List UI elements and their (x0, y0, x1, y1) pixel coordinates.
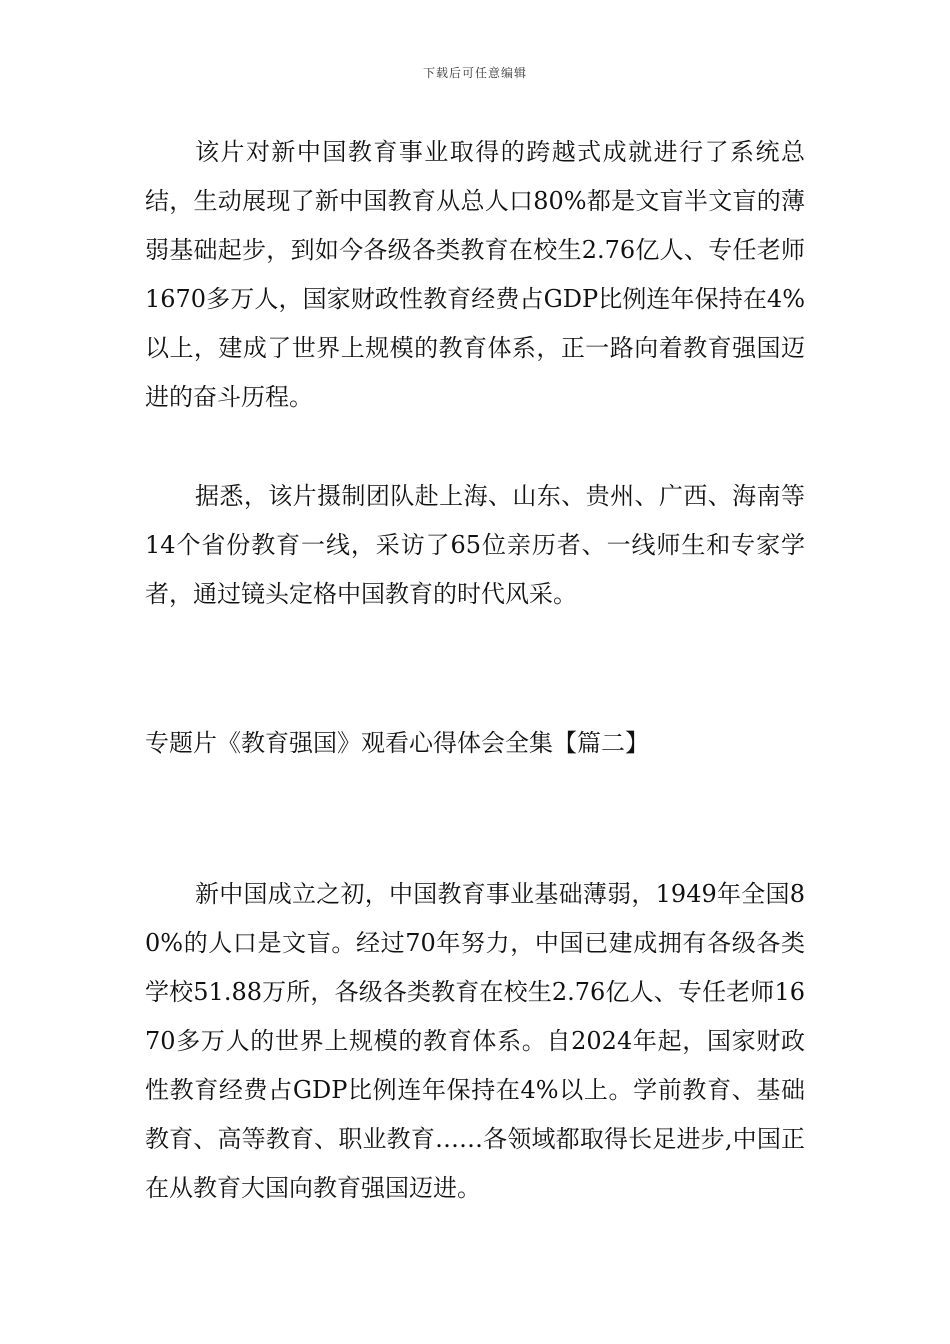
header-note: 下载后可任意编辑 (422, 66, 527, 80)
paragraph-3: 新中国成立之初，中国教育事业基础薄弱，1949年全国80%的人口是文盲。经过70年努力，中国已建成拥有各级各类学校51.88万所，各级各类教育在校生2.76亿人、专任老师1670多万人的世界上规模的教育体系。自2024年起，国家财政性教育经费占GDP比例连年保持在4%以上。学前教育、基础教育、高等教育、职业教育……各领域都取得长足进步,中国正在从教育大国向教育强国迈进。 (145, 880, 805, 1202)
section-heading: 专题片《教育强国》观看心得体会全集【篇二】 (145, 729, 649, 757)
paragraph-2: 据悉，该片摄制团队赴上海、山东、贵州、广西、海南等14个省份教育一线，采访了65位亲历者、一线师生和专家学者，通过镜头定格中国教育的时代风采。 (145, 482, 805, 608)
paragraph-1: 该片对新中国教育事业取得的跨越式成就进行了系统总结，生动展现了新中国教育从总人口80%都是文盲半文盲的薄弱基础起步，到如今各级各类教育在校生2.76亿人、专任老师1670多万人，国家财政性教育经费占GDP比例连年保持在4%以上，建成了世界上规模的教育体系，正一路向着教育强国迈进的奋斗历程。 (145, 138, 805, 411)
